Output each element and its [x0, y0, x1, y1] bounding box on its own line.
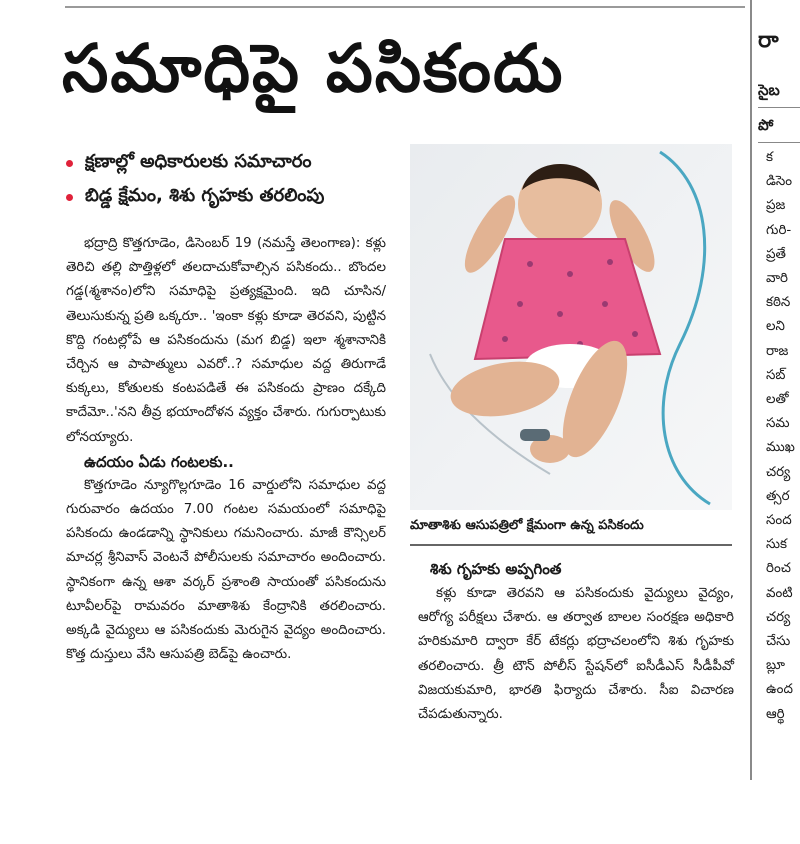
- bullet-text: బిడ్డ క్షేమం, శిశు గృహకు తరలింపు: [85, 184, 325, 206]
- headline: సమాధిపై పసికందు: [62, 30, 565, 107]
- adjacent-line: సంద: [766, 513, 792, 529]
- photo-caption: మాతాశిశు ఆసుపత్రిలో క్షేమంగా ఉన్న పసికందు: [410, 518, 644, 533]
- adjacent-rule: [758, 107, 800, 108]
- adjacent-line: సమ: [766, 416, 790, 432]
- adjacent-line: ఉంద: [766, 682, 793, 698]
- adjacent-line: వారి: [766, 271, 788, 287]
- baby-illustration: [410, 144, 732, 510]
- adjacent-line: రాజ: [766, 343, 789, 359]
- article-body-right: [418, 556, 734, 727]
- subheading: ఉదయం ఏడు గంటలకు..: [84, 452, 234, 471]
- adjacent-line: త్సర: [766, 488, 790, 504]
- adjacent-line: కఠిన: [766, 295, 791, 311]
- adjacent-line: డిసెం: [766, 174, 793, 190]
- adjacent-line: ముఖ: [766, 440, 795, 456]
- paragraph: కొత్తగూడెం న్యూగొల్లగూడెం 16 వార్డులోని సమాధుల వద్ద గురువారం ఉదయం 7.00 గంటల సమయంలో సమాధిపై పసికందు ఉండడాన్ని స్థానికులు గమనించారు. మాజీ కౌన్సిలర్ మాచర్ల శ్రీనివాస్ వెంటనే పోలీసులకు సమాచారం అందించారు. స్థానికంగా ఉన్న ఆశా వర్కర్ ప్రశాంతి సాయంతో పసికందును టూవీలర్‌పై రామవరం మాతాశిశు కేంద్రానికి తరలించారు. అక్కడి వైద్యులు ఆ పసికందుకు మెరుగైన వైద్యం అందించారు. కొత్త దుస్తులు వేసి ఆసుపత్రి బెడ్‌పై ఉంచారు.: [66, 477, 386, 663]
- adjacent-line: వంటి: [766, 585, 793, 601]
- adjacent-line: ఆర్థి: [766, 706, 785, 722]
- top-rule: [65, 6, 745, 8]
- adjacent-line: గురి-: [766, 222, 792, 238]
- adjacent-line: చేసు: [766, 634, 791, 650]
- paragraph: కళ్లు కూడా తెరవని ఆ పసికందుకు వైద్యులు వైద్యం, ఆరోగ్య పరీక్షలు చేశారు. ఆ తర్వాత బాలల సంరక్షణ అధికారి హరికుమారి ద్వారా కేర్ టేకర్లు భద్రాచలంలోని శిశు గృహకు తరలించారు. త్రీ టౌన్ పోలీస్ స్టేషన్‌లో ఐసీడీఎస్ సీడీపీవో విజయకుమారి, భారతి ఫిర్యాదు చేశారు. సీఐ విచారణ చేపడుతున్నారు.: [418, 586, 734, 723]
- adjacent-line: రించ: [766, 561, 791, 577]
- adjacent-line: ప్రతే: [766, 246, 786, 262]
- adjacent-line: చర్య: [766, 464, 791, 480]
- adjacent-line: ప్రజ: [766, 198, 786, 214]
- adjacent-subhead: పో: [758, 116, 774, 134]
- adjacent-line: బ్లూ: [766, 658, 785, 674]
- adjacent-line: సుక: [766, 537, 788, 553]
- bullet-item: [66, 146, 396, 180]
- article-body-left: [66, 232, 386, 667]
- column-divider: [750, 0, 752, 780]
- bullet-list: [66, 146, 396, 214]
- baby-photo: [410, 144, 732, 510]
- caption-rule: [410, 544, 732, 546]
- bullet-text: క్షణాల్లో అధికారులకు సమాచారం: [85, 150, 312, 172]
- adjacent-line: సబ్: [766, 367, 786, 383]
- adjacent-subhead: సైబ: [758, 81, 780, 99]
- adjacent-headline: రా: [758, 28, 779, 53]
- adjacent-rule: [758, 142, 800, 143]
- adjacent-line: లని: [766, 319, 785, 335]
- paragraph: భద్రాద్రి కొత్తగూడెం, డిసెంబర్ 19 (నమస్తే తెలంగాణ): కళ్లు తెరిచి తల్లి పొత్తిళ్లలో తలదాచుకోవాల్సిన పసికందు.. బొందల గడ్డ(శ్మశానం)లోని సమాధిపై ప్రత్యక్షమైంది. ఇది చూసిన/తెలుసుకున్న ప్రతి ఒక్కరూ.. 'ఇంకా కళ్లు కూడా తెరవని, పుట్టిన కొద్ది గంటల్లోపే ఆ పసికందును (మగ బిడ్డ) ఇలా శ్మశానానికి చేర్చిన ఆ పాపాత్ములు ఎవరో..? సమాధుల వద్ద తిరుగాడే కుక్కలు, కోతులకు కంటపడితే ఈ పసికందు ప్రాణం దక్కేది కాదేమో..'నని తీవ్ర భయాందోళన వ్యక్తం చేశారు. గుగుర్పాటుకు లోనయ్యారు.: [66, 236, 386, 445]
- subheading: శిశు గృహకు అప్పగింత: [430, 560, 562, 578]
- bullet-dot-icon: [66, 160, 73, 167]
- adjacent-line: క: [766, 150, 773, 165]
- adjacent-article: [758, 24, 800, 727]
- bullet-item: [66, 180, 396, 214]
- adjacent-line: లతో: [766, 392, 789, 408]
- adjacent-line: చర్య: [766, 609, 791, 625]
- adjacent-lines: [758, 146, 800, 727]
- bullet-dot-icon: [66, 194, 73, 201]
